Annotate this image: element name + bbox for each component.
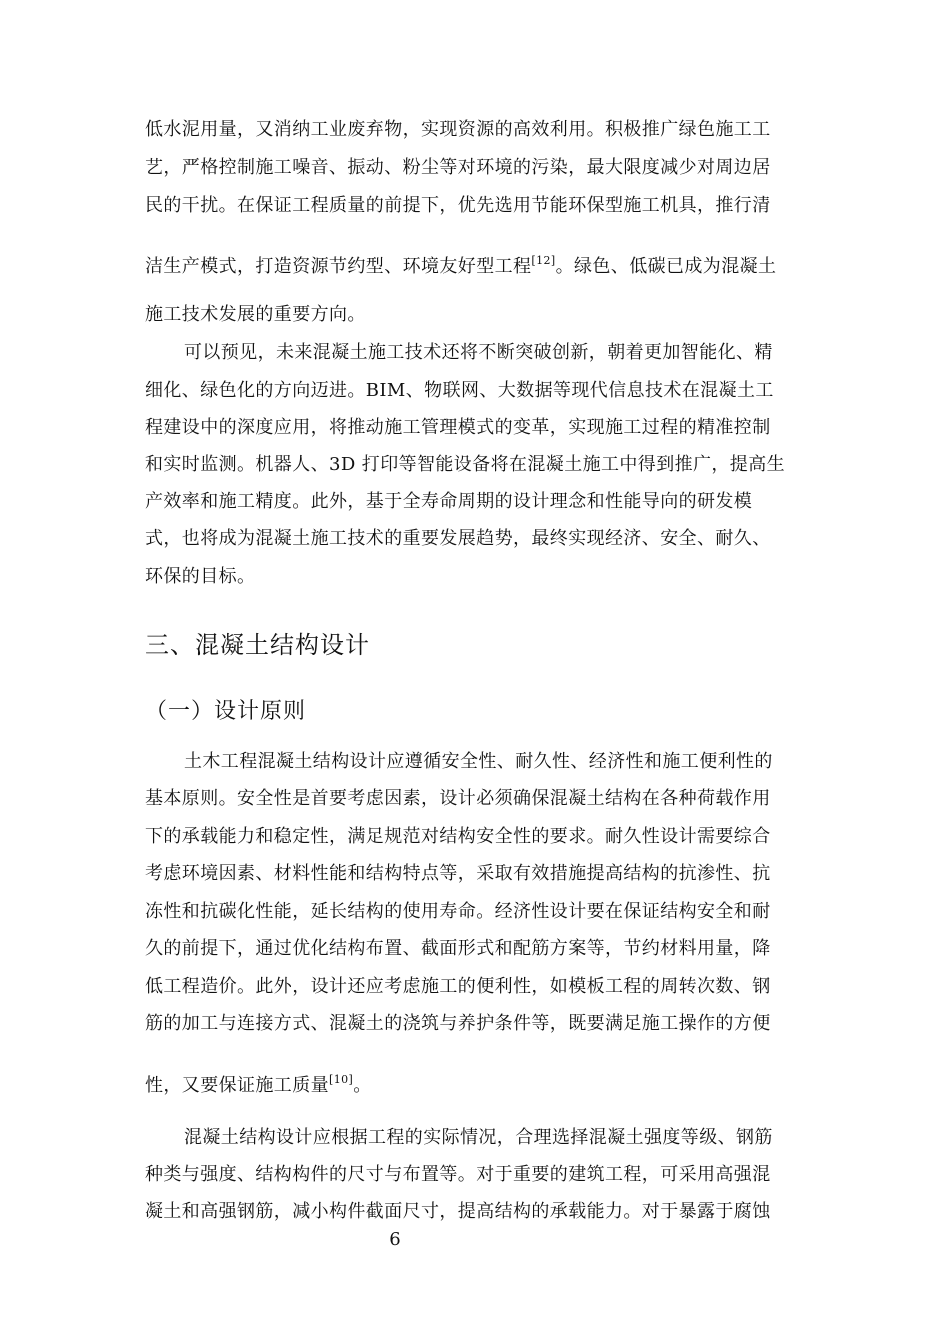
para2-line-1: 可以预见，未来混凝土施工技术还将不断突破创新，朝着更加智能化、精 [184, 342, 773, 363]
citation-10: [10] [329, 1073, 354, 1086]
para4-line-3: 凝土和高强钢筋，减小构件截面尺寸，提高结构的承载能力。对于暴露于腐蚀 [145, 1201, 771, 1222]
para4-line-1: 混凝土结构设计应根据工程的实际情况，合理选择混凝土强度等级、钢筋 [184, 1127, 773, 1148]
para3-line-2: 基本原则。安全性是首要考虑因素，设计必须确保混凝土结构在各种荷载作用 [145, 788, 771, 809]
para3-line-7: 低工程造价。此外，设计还应考虑施工的便利性，如模板工程的周转次数、钢 [145, 976, 771, 997]
para3-line-5: 冻性和抗碳化性能，延长结构的使用寿命。经济性设计要在保证结构安全和耐 [145, 901, 771, 922]
para1-line-4-text: 洁生产模式，打造资源节约型、环境友好型工程 [145, 256, 532, 277]
para2-line-6: 式，也将成为混凝土施工技术的重要发展趋势，最终实现经济、安全、耐久、 [145, 528, 771, 549]
para3-line-9 [145, 1074, 372, 1098]
para3-line-6: 久的前提下，通过优化结构布置、截面形式和配筋方案等，节约材料用量，降 [145, 938, 771, 959]
para3-line-8: 筋的加工与连接方式、混凝土的浇筑与养护条件等，既要满足施工操作的方便 [145, 1013, 771, 1034]
para1-line-4 [145, 255, 776, 279]
para1-line-3: 民的干扰。在保证工程质量的前提下，优先选用节能环保型施工机具，推行清 [145, 195, 771, 216]
para3-line-4: 考虑环境因素、材料性能和结构特点等，采取有效措施提高结构的抗渗性、抗 [145, 863, 771, 884]
para2-line-2: 细化、绿色化的方向迈进。BIM、物联网、大数据等现代信息技术在混凝土工 [145, 380, 774, 401]
page-number: 6 [389, 1229, 401, 1250]
para4-line-2: 种类与强度、结构构件的尺寸与布置等。对于重要的建筑工程，可采用高强混 [145, 1164, 771, 1185]
para2-line-3: 程建设中的深度应用，将推动施工管理模式的变革，实现施工过程的精准控制 [145, 417, 771, 438]
para2-line-4: 和实时监测。机器人、3D 打印等智能设备将在混凝土施工中得到推广，提高生 [145, 454, 786, 475]
para1-line-4-tail: 。绿色、低碳已成为混凝土 [555, 256, 777, 277]
para1-line-2: 艺，严格控制施工噪音、振动、粉尘等对环境的污染，最大限度减少对周边居 [145, 157, 771, 178]
para3-line-9-text: 性，又要保证施工质量 [145, 1075, 329, 1096]
citation-12: [12] [531, 254, 556, 267]
section-heading: 三、混凝土结构设计 [145, 631, 370, 659]
para2-line-7: 环保的目标。 [145, 566, 256, 587]
para2-line-5: 产效率和施工精度。此外，基于全寿命周期的设计理念和性能导向的研发模 [145, 491, 753, 512]
para1-line-1: 低水泥用量，又消纳工业废弃物，实现资源的高效利用。积极推广绿色施工工 [145, 119, 771, 140]
para3-line-3: 下的承载能力和稳定性，满足规范对结构安全性的要求。耐久性设计需要综合 [145, 826, 771, 847]
para3-line-9-tail: 。 [353, 1075, 372, 1096]
para3-line-1: 土木工程混凝土结构设计应遵循安全性、耐久性、经济性和施工便利性的 [184, 751, 773, 772]
subsection-heading: （一）设计原则 [145, 699, 307, 724]
para1-line-5: 施工技术发展的重要方向。 [145, 304, 366, 325]
